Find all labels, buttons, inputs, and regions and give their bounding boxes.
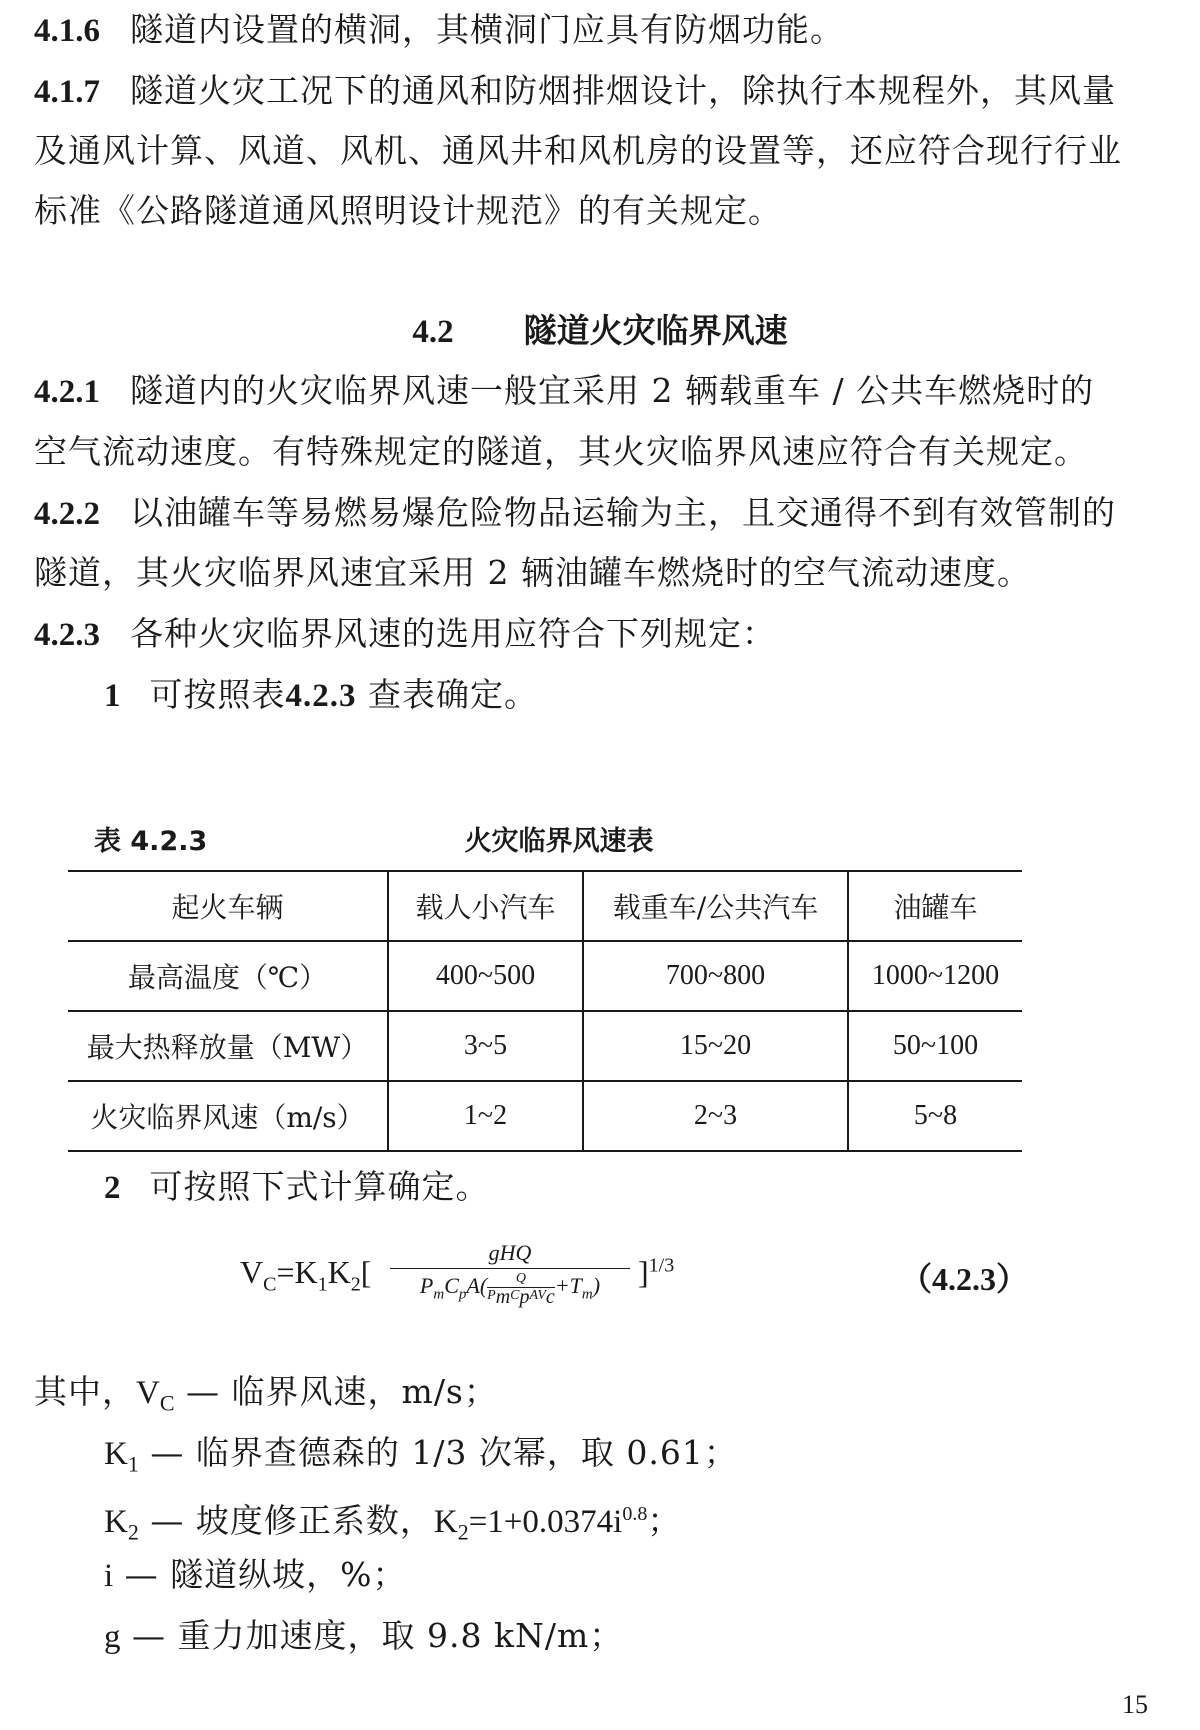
clause-number: 4.1.6 — [34, 13, 100, 49]
definition-g — [104, 1614, 623, 1659]
clause-4-1-6 — [34, 8, 1166, 53]
k2-expression: $K_2=1+0.0374i^{0.8}$ — [433, 1503, 648, 1545]
table-header-cell: 起火车辆 — [68, 871, 388, 941]
clause-number: 4.2.2 — [34, 496, 100, 532]
table-row-label: 火灾临界风速（m/s） — [68, 1081, 388, 1151]
definition-text: — 临界风速，m/s； — [186, 1372, 498, 1411]
table-header-cell: 油罐车 — [848, 871, 1022, 941]
table-cell: 15~20 — [583, 1011, 848, 1081]
table-cell: 2~3 — [583, 1081, 848, 1151]
table-cell: 1000~1200 — [848, 941, 1022, 1011]
fraction-bar — [390, 1268, 630, 1269]
list-item-text: 可按照下式计算确定。 — [149, 1167, 490, 1206]
table-cell: 3~5 — [388, 1011, 583, 1081]
list-item-text-a: 可按照表 — [149, 675, 286, 714]
clause-4-2-3 — [34, 612, 1166, 657]
section-title: 隧道火灾临界风速 — [523, 311, 788, 350]
clause-text: 隧道火灾工况下的通风和防烟排烟设计，除执行本规程外，其风量 — [130, 71, 1116, 110]
list-item-text-b: 查表确定。 — [368, 675, 538, 714]
table-row-label: 最大热释放量（MW） — [68, 1011, 388, 1081]
equation-number: （4.2.3） — [900, 1261, 1029, 1297]
section-number: 4.2 — [412, 314, 454, 350]
clause-4-2-1-line-2: 空气流动速度。有特殊规定的隧道，其火灾临界风速应符合有关规定。 — [34, 432, 1088, 471]
clause-number: 4.2.3 — [34, 617, 100, 653]
clause-number: 4.1.7 — [34, 74, 100, 110]
definition-text: — 隧道纵坡，%； — [124, 1555, 407, 1594]
critical-wind-speed-table — [68, 870, 1022, 1152]
table-cell: 50~100 — [848, 1011, 1022, 1081]
definition-text: — 重力加速度，取 9.8 kN/m； — [132, 1616, 624, 1655]
table-row-label: 最高温度（℃） — [68, 941, 388, 1011]
clause-4-2-2-line-1 — [34, 491, 1166, 536]
formula-denominator: $P_mC_pA(\frac{Q}{P_mC_pAV_c}+T_m)$ — [419, 1271, 601, 1308]
critical-velocity-formula — [240, 1240, 760, 1330]
table-row — [68, 941, 1022, 1011]
definition-k1 — [104, 1431, 738, 1487]
list-item-1 — [104, 673, 1200, 718]
table-reference: 4.2.3 — [285, 678, 357, 714]
table-label: 表 4.2.3 — [94, 826, 208, 857]
symbol-vc: $V_C$ — [136, 1375, 175, 1416]
table-cell: 700~800 — [583, 941, 848, 1011]
table-title: 火灾临界风速表 — [464, 826, 654, 857]
table-row — [68, 1011, 1022, 1081]
table-cell: 1~2 — [388, 1081, 583, 1151]
symbol-k1: $K_1$ — [104, 1436, 139, 1477]
table-header-cell: 载重车/公共汽车 — [583, 871, 848, 941]
table-header-cell: 载人小汽车 — [388, 871, 583, 941]
clause-number: 4.2.1 — [34, 374, 100, 410]
formula-rhs: ]$^{1/3}$ — [638, 1254, 675, 1290]
list-item-2 — [104, 1165, 1200, 1210]
table-cell: 400~500 — [388, 941, 583, 1011]
definition-intro: 其中， — [34, 1372, 136, 1411]
clause-4-1-7-line-3: 标准《公路隧道通风照明设计规范》的有关规定。 — [34, 191, 782, 230]
definition-vc — [34, 1370, 498, 1426]
list-item-number: 1 — [104, 678, 122, 714]
clause-4-1-7-line-2: 及通风计算、风道、风机、通风井和风机房的设置等，还应符合现行行业 — [34, 131, 1122, 170]
definition-i — [104, 1553, 407, 1598]
section-heading — [0, 309, 1200, 354]
symbol-i: i — [104, 1558, 114, 1594]
table-caption — [94, 815, 1024, 855]
symbol-k2: $K_2$ — [104, 1504, 139, 1545]
page-number: 15 — [1122, 1690, 1148, 1719]
formula-numerator: gHQ — [488, 1240, 532, 1265]
definition-text: — 临界查德森的 1/3 次幂，取 0.61； — [150, 1433, 738, 1472]
table-header-row — [68, 871, 1022, 941]
formula-fraction — [390, 1240, 630, 1308]
symbol-g: g — [104, 1619, 121, 1655]
clause-4-2-2-line-2: 隧道，其火灾临界风速宜采用 2 辆油罐车燃烧时的空气流动速度。 — [34, 553, 1031, 592]
table-cell: 5~8 — [848, 1081, 1022, 1151]
clause-4-1-7-line-1 — [34, 69, 1166, 114]
list-item-number: 2 — [104, 1170, 122, 1206]
inner-fraction: $\frac{Q}{P_mC_pAV_c}$ — [487, 1271, 555, 1308]
formula-lhs: $V_C=K_1K_2$[ — [240, 1254, 372, 1296]
clause-4-2-1-line-1 — [34, 369, 1166, 414]
definition-k2: $K_2$ — 坡度修正系数，$K_2=1+0.0374i^{0.8}$； — [104, 1501, 682, 1545]
clause-text: 隧道内设置的横洞，其横洞门应具有防烟功能。 — [130, 10, 844, 49]
definition-text: — 坡度修正系数， — [150, 1501, 434, 1540]
table-row — [68, 1081, 1022, 1151]
clause-text: 隧道内的火灾临界风速一般宜采用 2 辆载重车 / 公共车燃烧时的 — [130, 371, 1095, 410]
clause-text: 各种火灾临界风速的选用应符合下列规定： — [130, 614, 776, 653]
clause-text: 以油罐车等易燃易爆危险物品运输为主，且交通得不到有效管制的 — [130, 493, 1116, 532]
